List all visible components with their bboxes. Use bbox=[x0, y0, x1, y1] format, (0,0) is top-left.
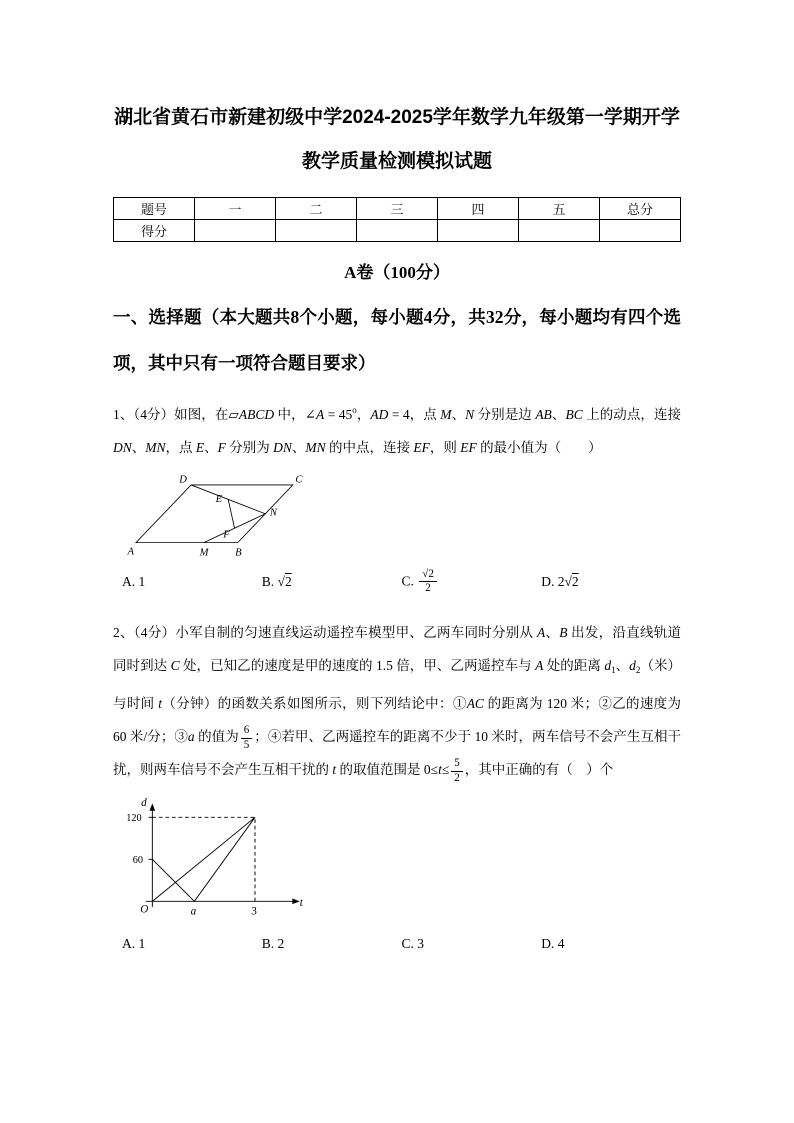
x-axis-label-t: t bbox=[299, 897, 303, 910]
y-axis-label-d: d bbox=[141, 797, 147, 810]
question-1-text: 1、（4分）如图，在▱ABCD 中，∠A = $45^o$，AD = 4，点 M、N 分别是边 AB、BC 上的动点，连接 DN、MN，点 E、F 分别为 DN、MN 的中点，连接 EF，则 EF 的最小值为（ ） bbox=[113, 405, 682, 456]
q2-option-a: A. 1 bbox=[122, 935, 146, 951]
q2-graph-figure bbox=[115, 794, 311, 929]
question-1-options bbox=[113, 568, 681, 597]
q1-option-c: C. $\frac{√2}{2}$ bbox=[402, 568, 542, 597]
header-cell-1: 一 bbox=[195, 198, 276, 220]
header-cell-timuhao: 题号 bbox=[114, 198, 195, 220]
question-2-options bbox=[113, 936, 681, 952]
segment-ef bbox=[228, 500, 234, 529]
paper-a-heading: A卷（100分） bbox=[344, 263, 450, 283]
header-cell-4: 四 bbox=[438, 198, 519, 220]
q2-option-d: D. 4 bbox=[541, 935, 565, 951]
q1-option-b: B. √2 bbox=[261, 573, 292, 589]
point-label-n: N bbox=[269, 507, 277, 519]
score-table bbox=[113, 197, 681, 242]
score-blank-cell bbox=[519, 220, 600, 242]
vertex-label-d: D bbox=[179, 474, 187, 486]
row-label-cell: 得分 bbox=[114, 220, 195, 242]
vertex-label-a: A bbox=[127, 546, 134, 558]
y-tick-label-120: 120 bbox=[126, 813, 142, 825]
score-table-score-row bbox=[114, 220, 681, 242]
y-tick-label-60: 60 bbox=[132, 855, 143, 867]
header-cell-2: 二 bbox=[276, 198, 357, 220]
section-one-heading: 一、选择题（本大题共8个小题，每小题4分，共32分，每小题均有四个选项，其中只有一项符合题目要求） bbox=[113, 307, 681, 373]
q1-parallelogram-figure bbox=[119, 468, 331, 561]
score-blank-cell bbox=[357, 220, 438, 242]
x-tick-label-a: a bbox=[190, 905, 197, 918]
question-2 bbox=[113, 616, 681, 951]
score-blank-cell bbox=[438, 220, 519, 242]
question-2-text: 2、（4分）小军自制的匀速直线运动遥控车模型甲、乙两车同时分别从 A、B 出发，沿直线轨道同时到达 C 处，已知乙的速度是甲的速度的 1.5 倍，甲、乙两遥控车与 A 处的距离 $d_1$、$d_2$（米）与时间 t（分钟）的函数关系如图所示，则下列结论中：①AC 的距离为 120 米；②乙的速度为 60 米/分；③a 的值为 $\frac{6}{5}$ ；④若甲、乙两遥控车的距离不少于 10 米时，两车信号不会产生互相干扰，则两车信号不会产生互相干扰的 t 的取值范围是 0≤t≤ $\frac{5}{2}$ ，其中正确的有（ ）个 bbox=[113, 625, 682, 784]
x-axis-arrow bbox=[292, 899, 299, 905]
origin-label: O bbox=[140, 903, 149, 916]
q1-option-a: A. 1 bbox=[122, 573, 146, 589]
header-cell-3: 三 bbox=[357, 198, 438, 220]
y-axis-arrow bbox=[150, 804, 156, 811]
score-blank-cell bbox=[600, 220, 681, 242]
x-tick-label-3: 3 bbox=[251, 905, 257, 918]
vertex-label-c: C bbox=[295, 474, 303, 486]
q2-option-c: C. 3 bbox=[401, 935, 425, 951]
score-table-header-row bbox=[114, 198, 681, 220]
header-cell-5: 五 bbox=[519, 198, 600, 220]
page-title: 湖北省黄石市新建初级中学2024-2025学年数学九年级第一学期开学教学质量检测模拟试题 bbox=[114, 107, 680, 172]
q2-option-b: B. 2 bbox=[261, 935, 285, 951]
vertex-label-b: B bbox=[235, 547, 242, 559]
point-label-f: F bbox=[223, 529, 230, 541]
score-blank-cell bbox=[276, 220, 357, 242]
score-blank-cell bbox=[195, 220, 276, 242]
q1-option-d: D. 2√2 bbox=[541, 573, 579, 589]
header-cell-total: 总分 bbox=[600, 198, 681, 220]
question-1 bbox=[113, 394, 681, 596]
point-label-e: E bbox=[215, 494, 223, 506]
point-label-m: M bbox=[199, 547, 209, 559]
